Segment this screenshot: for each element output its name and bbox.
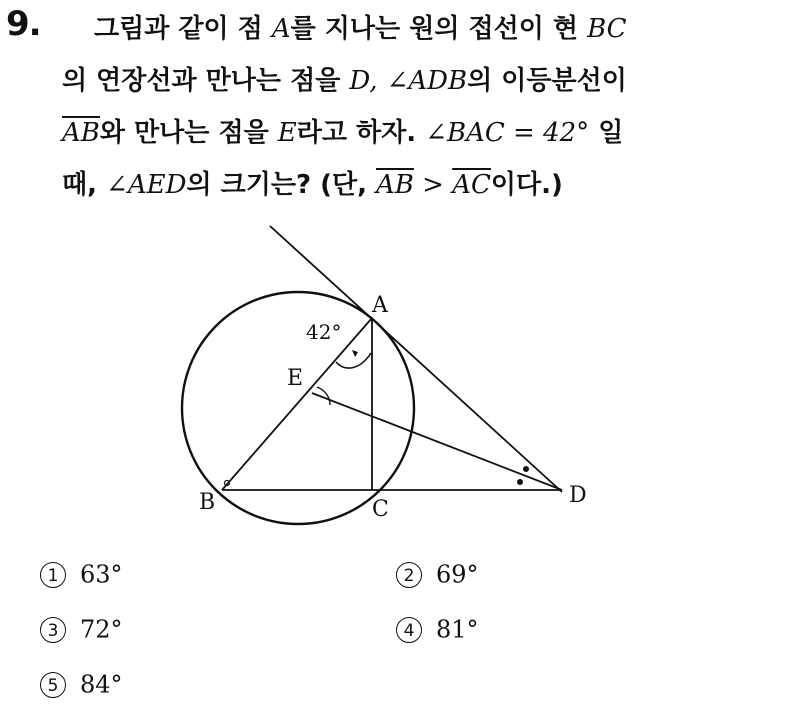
choice-2[interactable] (396, 559, 479, 589)
text: 와 만나는 점을 (99, 118, 278, 148)
point-label: D, (349, 66, 378, 96)
choice-value: 72° (80, 615, 123, 644)
label-b: B (199, 490, 216, 515)
angle-arc (336, 353, 371, 368)
text: 의 연장선과 만나는 점을 (62, 66, 350, 96)
text: 이다.) (490, 170, 563, 200)
question-number: 9. (6, 4, 41, 44)
choice-number: 1 (40, 562, 66, 588)
greater-than: > (413, 170, 453, 200)
arrowhead (352, 350, 358, 357)
angle-value-label: 42° (306, 320, 342, 344)
choice-value: 81° (436, 615, 479, 644)
point-label: A (271, 14, 291, 44)
choice-5[interactable] (40, 669, 123, 699)
segment-label: $\overline{AC}$ (452, 170, 491, 200)
choice-number: 5 (40, 672, 66, 698)
segment-label: $\overline{AB}$ (62, 118, 100, 148)
angle-label: ∠ADB (386, 66, 468, 96)
chord-label: BC (587, 14, 627, 44)
label-d: D (569, 483, 587, 508)
choice-4[interactable] (396, 614, 479, 644)
text: 일 (589, 118, 624, 148)
point-label: E (277, 118, 297, 148)
text: 때, (62, 170, 107, 200)
angle-label: ∠AED (106, 170, 187, 200)
bisector-ed (312, 393, 562, 490)
choice-number: 4 (396, 617, 422, 643)
choice-1[interactable] (40, 559, 123, 589)
choice-value: 63° (80, 560, 123, 589)
choice-value: 69° (436, 560, 479, 589)
text: 의 크기는? (단, (186, 170, 377, 200)
text: 그림과 같이 점 (94, 14, 272, 44)
segment-ab (222, 318, 372, 490)
choice-number: 3 (40, 617, 66, 643)
label-e: E (287, 366, 304, 391)
choice-value: 84° (80, 670, 123, 699)
label-c: C (372, 497, 389, 522)
bisector-mark (523, 466, 529, 472)
tangent-line (270, 226, 562, 492)
text: 의 이등분선이 (467, 66, 627, 96)
choice-3[interactable] (40, 614, 123, 644)
bisector-mark (517, 479, 523, 485)
label-a: A (372, 293, 388, 318)
segment-label: $\overline{AB}$ (376, 170, 414, 200)
text: 를 지나는 원의 접선이 현 (290, 14, 588, 44)
angle-equation: ∠BAC = 42° (425, 118, 590, 148)
choice-number: 2 (396, 562, 422, 588)
text: 라고 하자. (296, 118, 426, 148)
